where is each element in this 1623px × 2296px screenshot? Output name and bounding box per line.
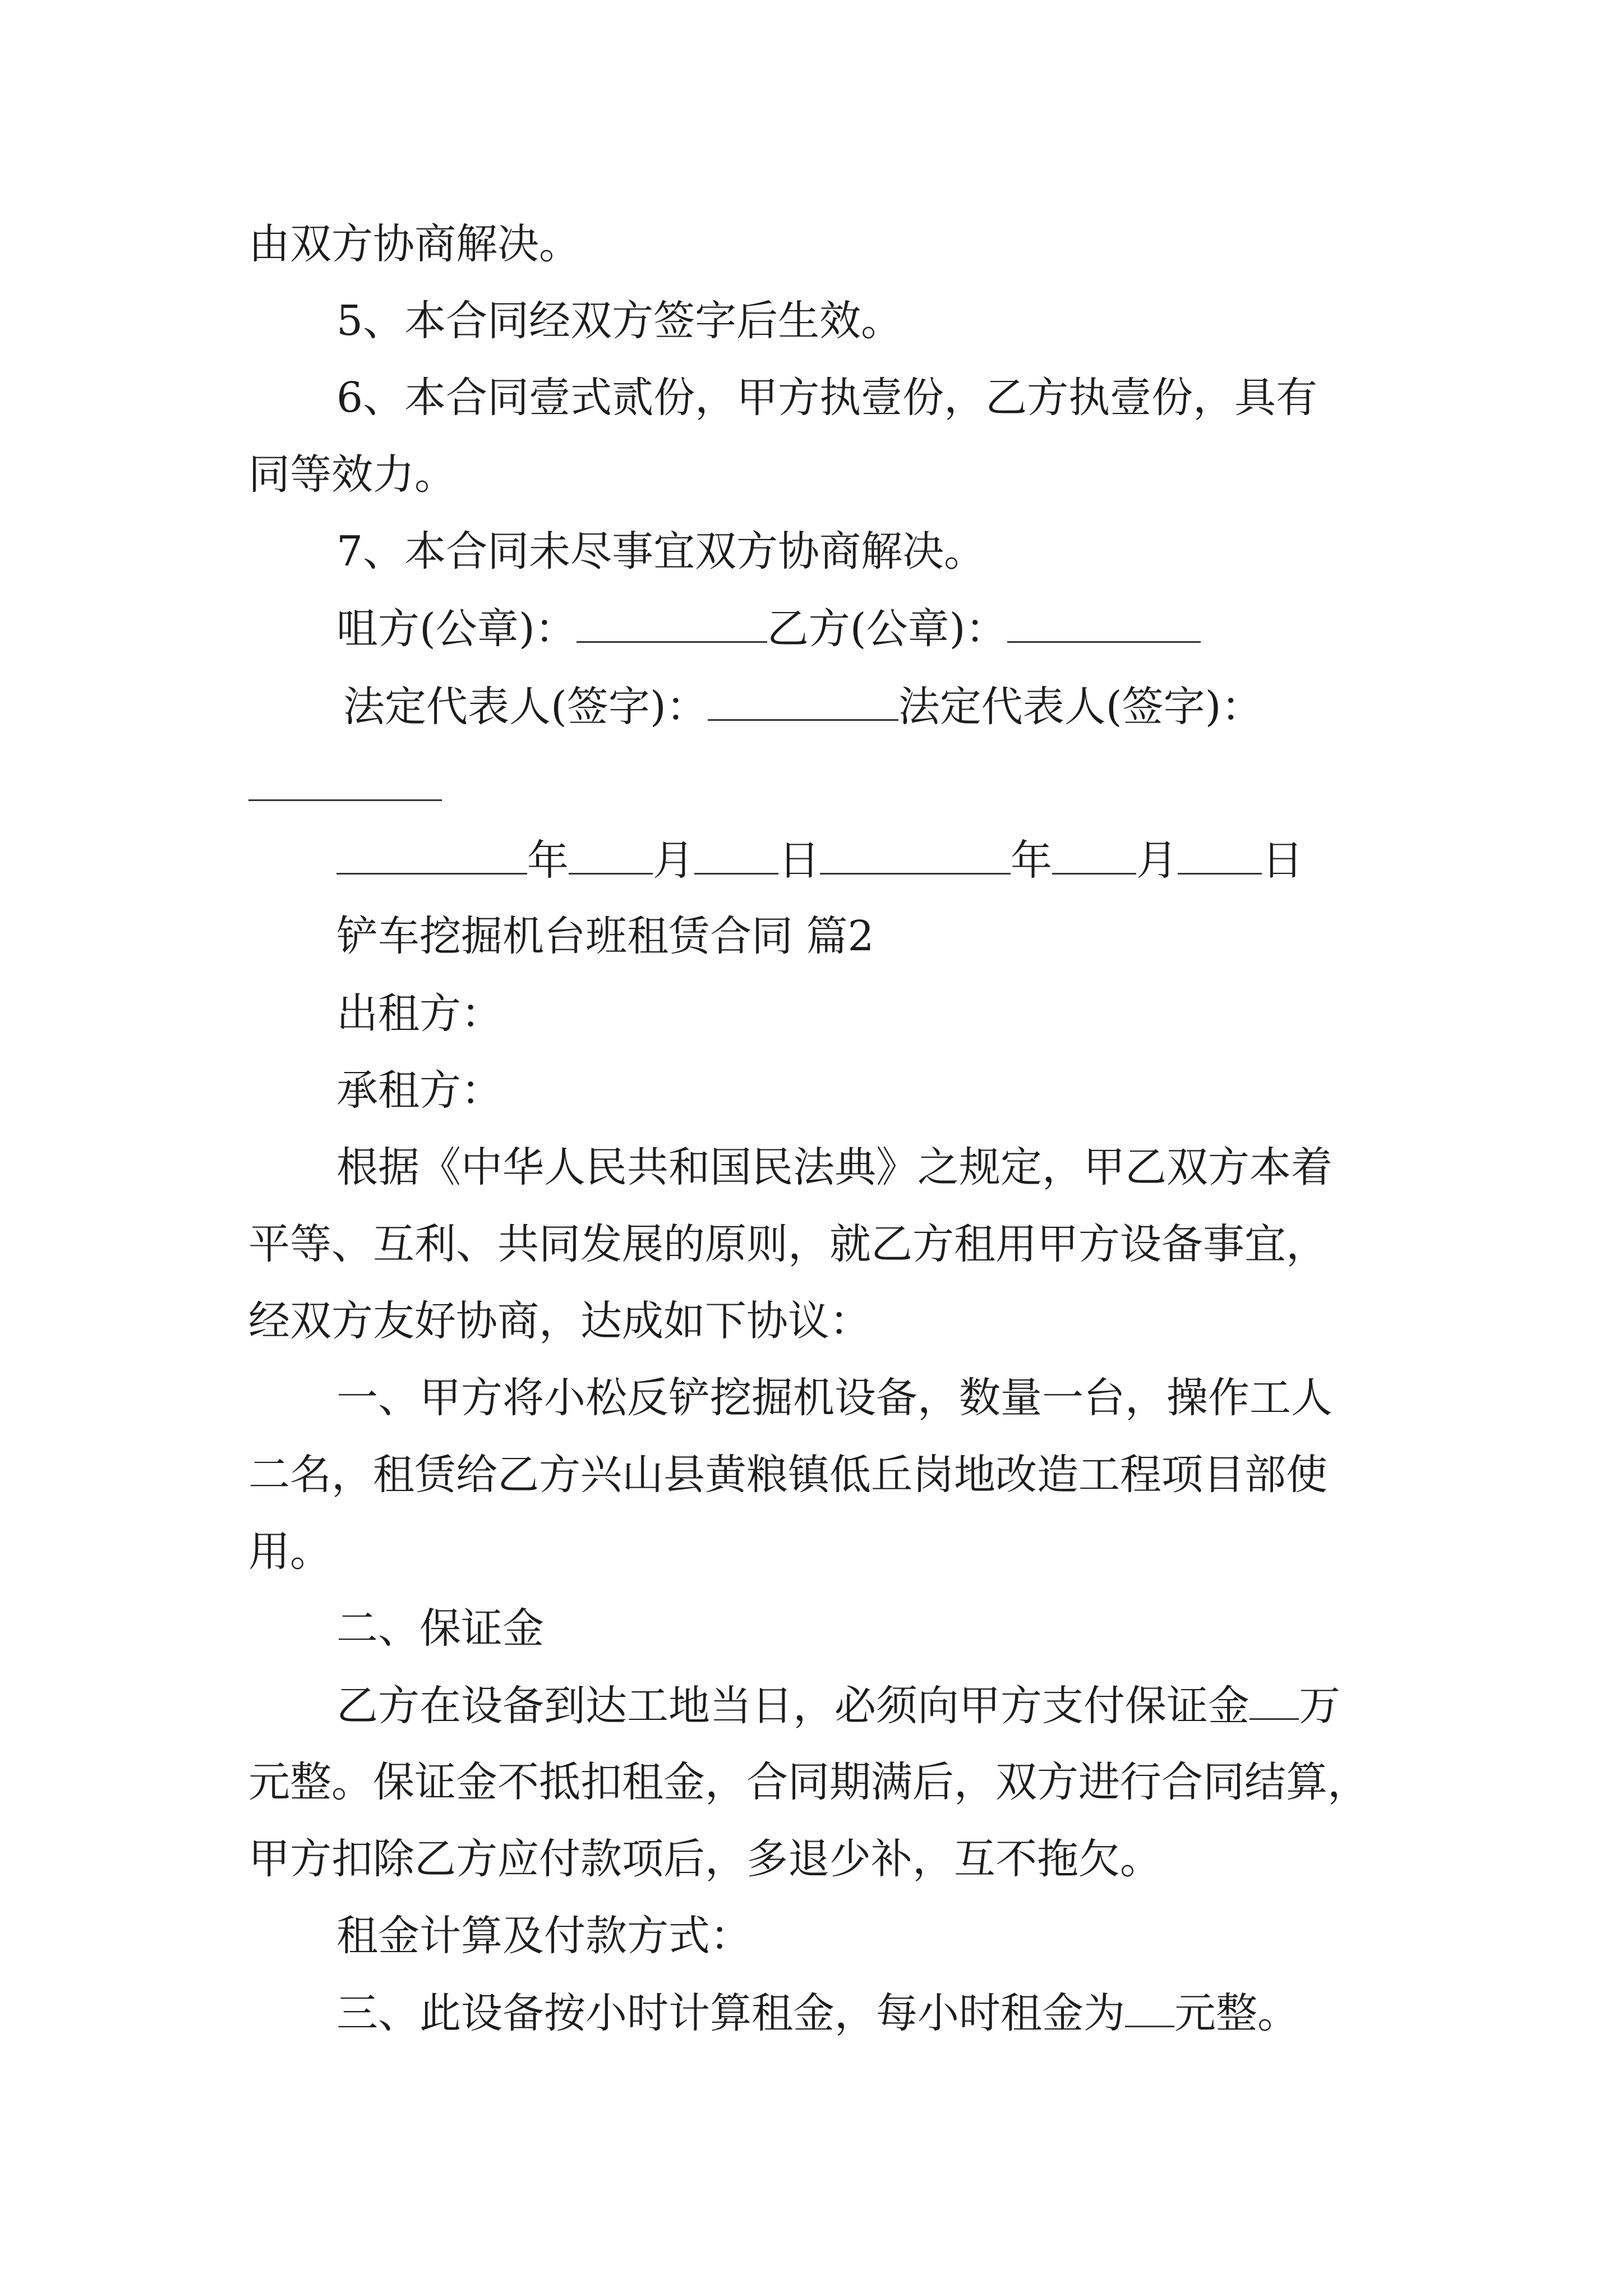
paragraph-line: 平等、互利、共同发展的原则，就乙方租用甲方设备事宜， xyxy=(248,1220,1327,1268)
clause-5: 5、本合同经双方签字后生效。 xyxy=(336,297,903,345)
party-b-seal-blank xyxy=(1007,608,1201,643)
clause-7: 7、本合同未尽事宜双方协商解决。 xyxy=(336,527,986,576)
party-b-representative-label: 法定代表人(签字)： xyxy=(898,683,1263,731)
day-label: 日 xyxy=(1262,836,1303,885)
party-a-seal-label: 咀方(公章)： xyxy=(336,605,577,653)
paragraph-line: 甲方扣除乙方应付款项后，多退少补，互不拖欠。 xyxy=(248,1835,1161,1883)
representative-line xyxy=(343,683,1263,731)
deposit-unit: 万 xyxy=(1299,1682,1340,1730)
deposit-line xyxy=(336,1682,1340,1730)
party-a-year-blank xyxy=(336,839,527,875)
month-label: 月 xyxy=(1136,836,1178,885)
paragraph-line: 根据《中华人民共和国民法典》之规定，甲乙双方本着 xyxy=(336,1143,1332,1191)
party-a-representative-blank xyxy=(708,685,898,721)
clause-6-continued: 同等效力。 xyxy=(248,450,456,499)
section-heading-rent: 租金计算及付款方式： xyxy=(336,1912,751,1960)
party-b-year-blank xyxy=(820,839,1011,875)
paragraph-line: 一、甲方将小松反铲挖掘机设备，数量一台，操作工人 xyxy=(336,1374,1332,1422)
section-heading-deposit: 二、保证金 xyxy=(336,1604,544,1653)
party-b-representative-blank xyxy=(248,799,442,801)
month-label: 月 xyxy=(653,836,694,885)
year-label: 年 xyxy=(527,836,569,885)
rent-text: 三、此设备按小时计算租金，每小时租金为 xyxy=(336,1989,1125,2037)
day-label: 日 xyxy=(778,836,820,885)
paragraph-line: 二名，租赁给乙方兴山县黄粮镇低丘岗地改造工程项目部使 xyxy=(248,1451,1327,1499)
party-a-month-blank xyxy=(569,839,653,875)
paragraph-line: 用。 xyxy=(248,1527,331,1576)
party-a-day-blank xyxy=(694,839,778,875)
party-b-seal-label: 乙方(公章)： xyxy=(767,605,1007,653)
lessee-label: 承租方： xyxy=(336,1066,502,1115)
party-a-representative-label: 法定代表人(签字)： xyxy=(343,683,708,731)
party-b-month-blank xyxy=(1052,839,1136,875)
deposit-amount-blank xyxy=(1249,1685,1299,1720)
rent-unit: 元整。 xyxy=(1174,1989,1299,2037)
deposit-text: 乙方在设备到达工地当日，必须向甲方支付保证金 xyxy=(336,1682,1249,1730)
lessor-label: 出租方： xyxy=(336,990,502,1038)
rent-line xyxy=(336,1989,1299,2037)
party-seal-line xyxy=(336,605,1201,653)
date-line xyxy=(336,836,1303,885)
paragraph-line: 由双方协商解决。 xyxy=(248,220,580,268)
year-label: 年 xyxy=(1011,836,1052,885)
paragraph-line: 元整。保证金不抵扣租金，合同期满后，双方进行合同结算， xyxy=(248,1758,1369,1806)
party-a-seal-blank xyxy=(577,608,767,643)
paragraph-line: 经双方友好协商，达成如下协议： xyxy=(248,1297,871,1345)
section-title: 铲车挖掘机台班租赁合同 篇2 xyxy=(336,912,874,960)
rent-amount-blank xyxy=(1125,1992,1174,2027)
clause-6: 6、本合同壹式贰份，甲方执壹份，乙方执壹份，具有 xyxy=(336,374,1318,422)
party-b-day-blank xyxy=(1178,839,1262,875)
